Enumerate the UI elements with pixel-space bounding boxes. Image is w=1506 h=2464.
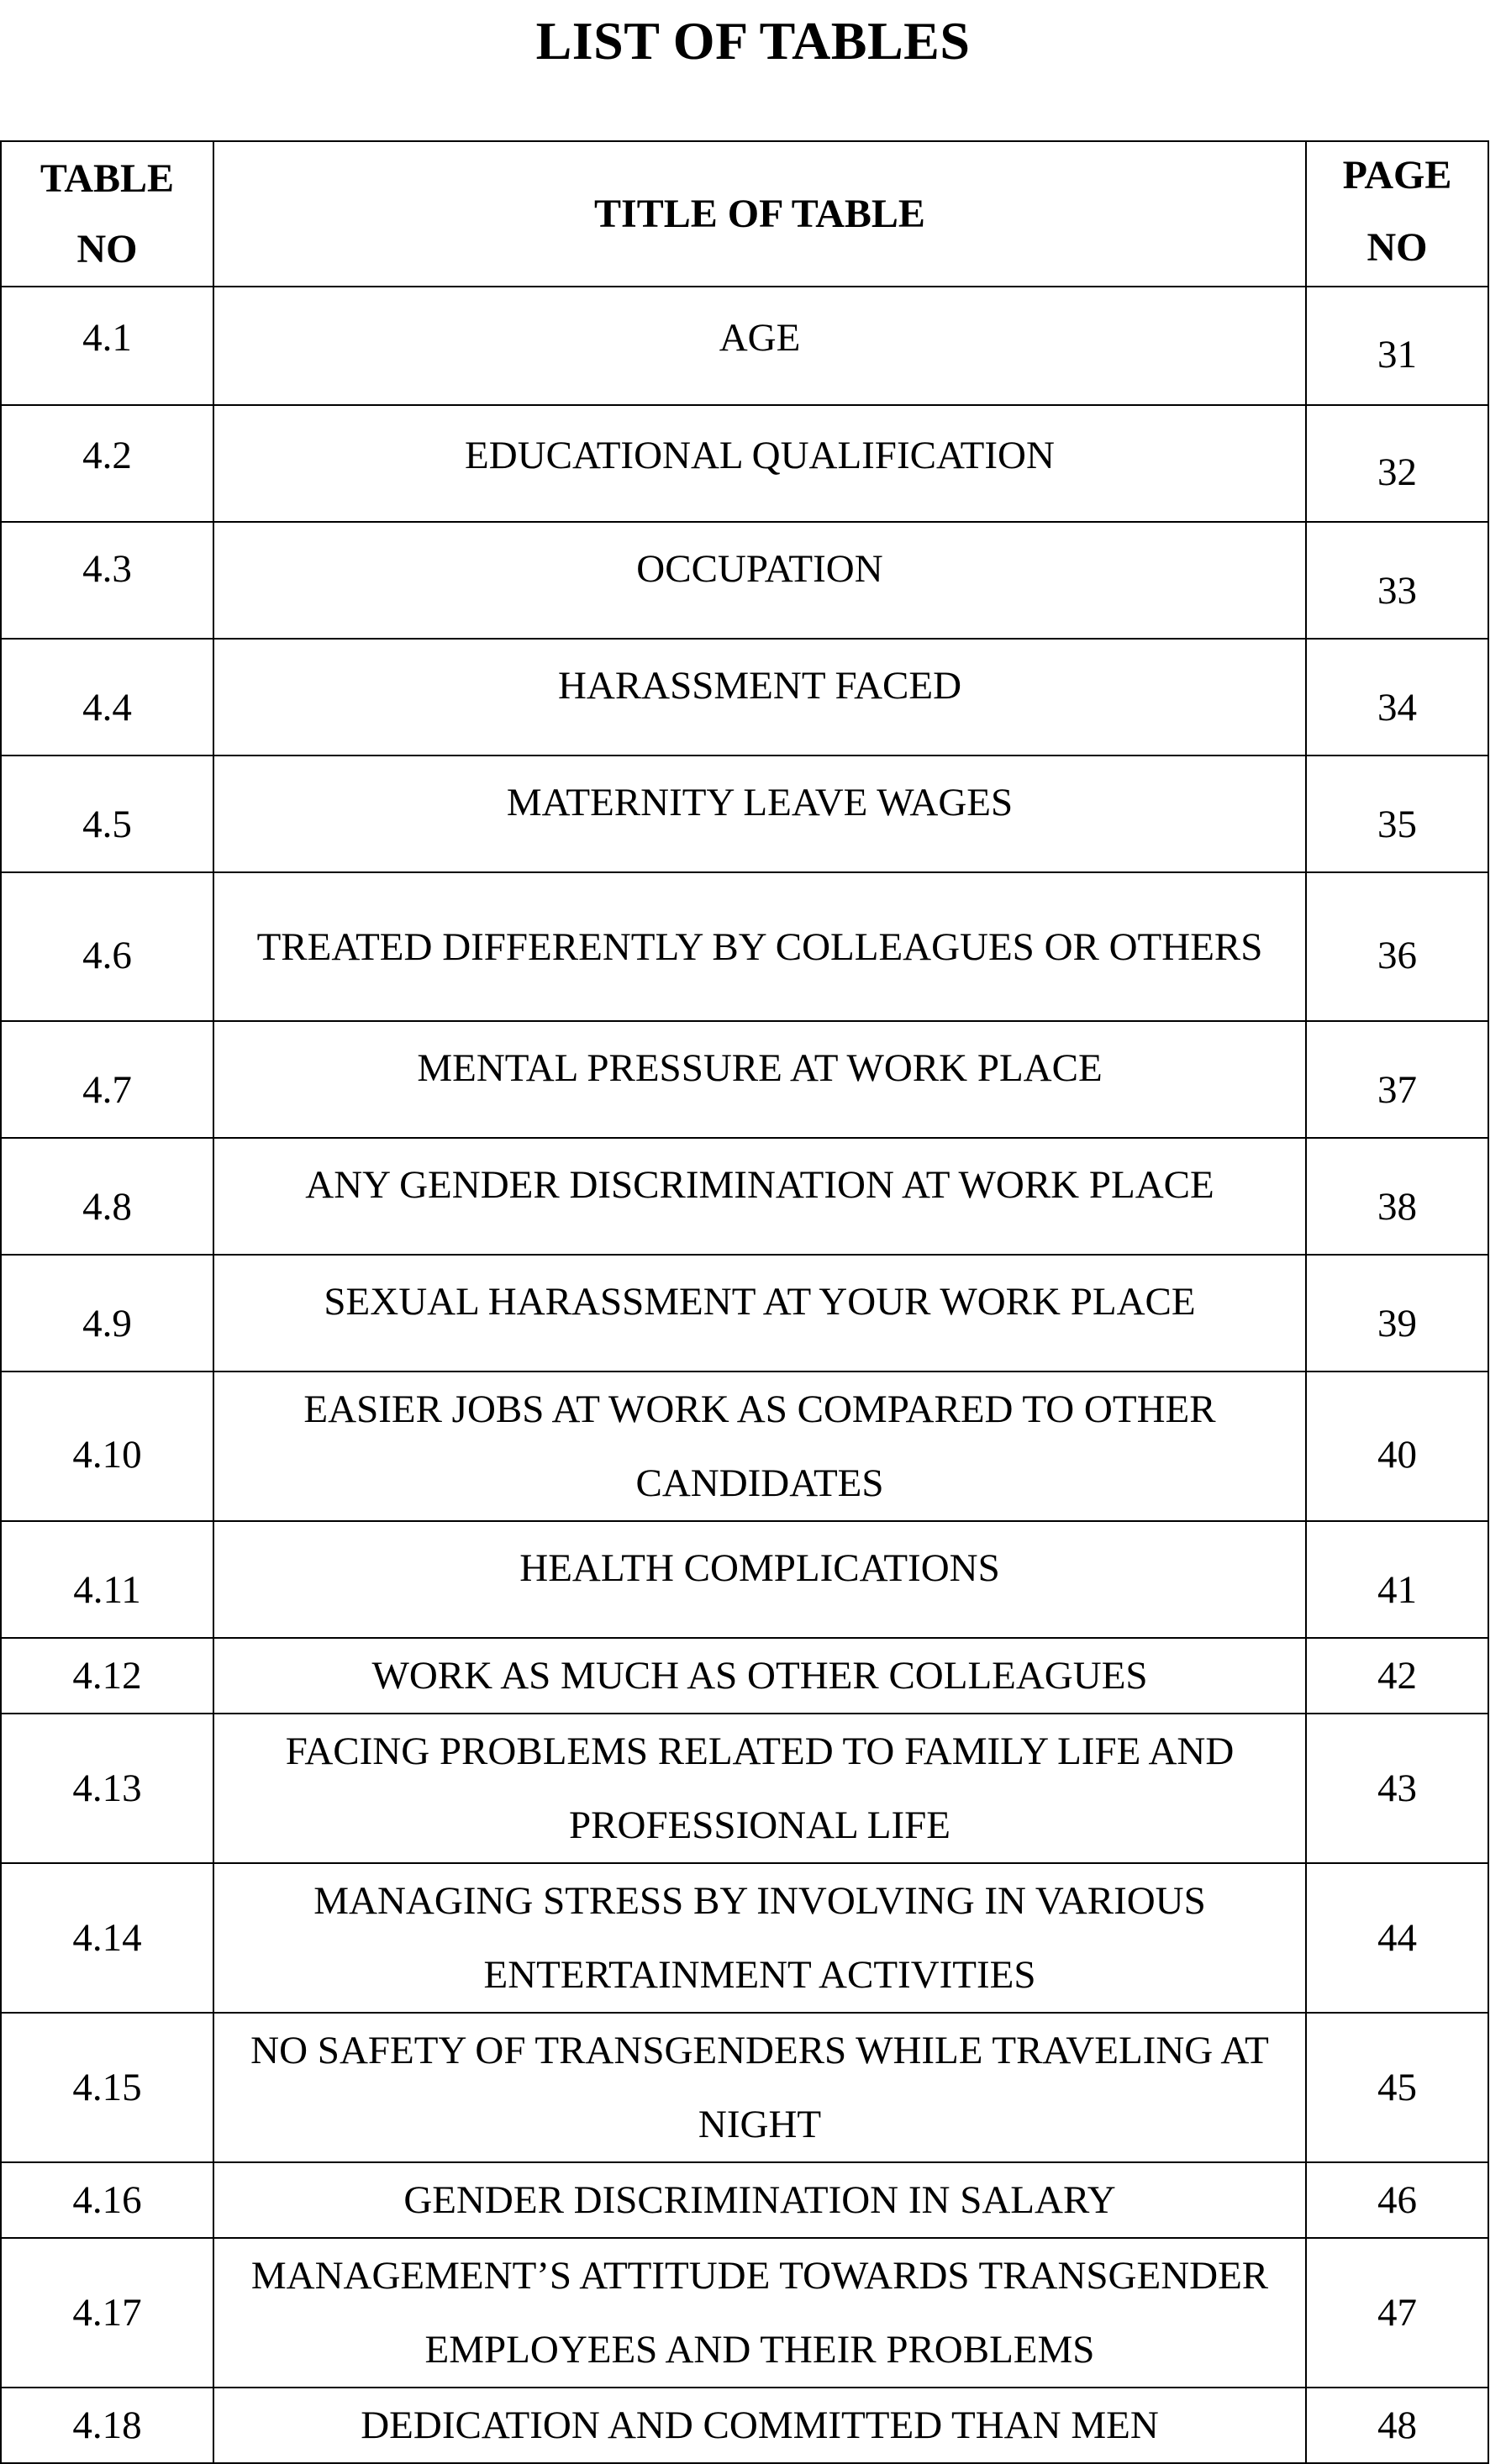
page-no-cell: 45 [1306,2013,1488,2162]
table-no-cell: 4.18 [1,2388,213,2463]
table-no-cell: 4.13 [1,1714,213,1863]
page-no-cell: 38 [1306,1138,1488,1255]
table-row [1,872,1488,1021]
table-no-cell: 4.12 [1,1638,213,1714]
page-no-cell: 41 [1306,1521,1488,1638]
table-row [1,2162,1488,2238]
table-no-cell: 4.14 [1,1863,213,2013]
table-no-cell: 4.7 [1,1021,213,1138]
table-title-cell: EASIER JOBS AT WORK AS COMPARED TO OTHER CANDIDATES [213,1372,1306,1521]
table-title-cell: OCCUPATION [213,522,1306,639]
table-no-cell: 4.10 [1,1372,213,1521]
page-no-cell: 39 [1306,1255,1488,1372]
table-title-cell: DEDICATION AND COMMITTED THAN MEN [213,2388,1306,2463]
table-header-row [1,141,1488,287]
page-title: LIST OF TABLES [535,11,971,71]
table-title-cell: MATERNITY LEAVE WAGES [213,756,1306,872]
table-row [1,756,1488,872]
table-no-cell: 4.4 [1,639,213,756]
list-of-tables [0,140,1489,2464]
table-row [1,1521,1488,1638]
page-no-cell: 44 [1306,1863,1488,2013]
page-no-cell: 33 [1306,522,1488,639]
table-title-cell: ANY GENDER DISCRIMINATION AT WORK PLACE [213,1138,1306,1255]
table-no-cell: 4.9 [1,1255,213,1372]
table-title-cell: HARASSMENT FACED [213,639,1306,756]
table-no-cell: 4.1 [1,287,213,405]
table-no-cell: 4.15 [1,2013,213,2162]
page-no-cell: 46 [1306,2162,1488,2238]
page-no-cell: 43 [1306,1714,1488,1863]
table-no-cell: 4.16 [1,2162,213,2238]
table-row [1,1138,1488,1255]
table-title-cell: HEALTH COMPLICATIONS [213,1521,1306,1638]
table-title-cell: WORK AS MUCH AS OTHER COLLEAGUES [213,1638,1306,1714]
page-no-cell: 36 [1306,872,1488,1021]
table-row [1,2238,1488,2388]
table-title-cell: FACING PROBLEMS RELATED TO FAMILY LIFE AND PROFESSIONAL LIFE [213,1714,1306,1863]
table-title-cell: GENDER DISCRIMINATION IN SALARY [213,2162,1306,2238]
table-no-cell: 4.6 [1,872,213,1021]
page-no-cell: 35 [1306,756,1488,872]
table-row [1,522,1488,639]
page-no-cell: 32 [1306,405,1488,522]
table-no-cell: 4.5 [1,756,213,872]
table-no-cell: 4.11 [1,1521,213,1638]
table-no-cell: 4.2 [1,405,213,522]
table-row [1,1372,1488,1521]
header-page-no: PAGE NO [1306,141,1488,287]
page-no-cell: 48 [1306,2388,1488,2463]
table-row [1,2388,1488,2463]
table-no-cell: 4.17 [1,2238,213,2388]
table-row [1,2013,1488,2162]
table-title-cell: NO SAFETY OF TRANSGENDERS WHILE TRAVELING AT NIGHT [213,2013,1306,2162]
header-table-no: TABLE NO [1,141,213,287]
table-title-cell: MANAGEMENT’S ATTITUDE TOWARDS TRANSGENDER EMPLOYEES AND THEIR PROBLEMS [213,2238,1306,2388]
table-no-cell: 4.8 [1,1138,213,1255]
table-row [1,1714,1488,1863]
header-title: TITLE OF TABLE [213,141,1306,287]
page-no-cell: 40 [1306,1372,1488,1521]
table-title-cell: TREATED DIFFERENTLY BY COLLEAGUES OR OTHERS [213,872,1306,1021]
table-title-cell: EDUCATIONAL QUALIFICATION [213,405,1306,522]
page-no-cell: 42 [1306,1638,1488,1714]
table-row [1,287,1488,405]
table-title-cell: MENTAL PRESSURE AT WORK PLACE [213,1021,1306,1138]
table-no-cell: 4.3 [1,522,213,639]
page-no-cell: 31 [1306,287,1488,405]
table-row [1,1021,1488,1138]
page-no-cell: 47 [1306,2238,1488,2388]
table-title-cell: AGE [213,287,1306,405]
page-no-cell: 34 [1306,639,1488,756]
table-row [1,1863,1488,2013]
table-row [1,1638,1488,1714]
table-title-cell: SEXUAL HARASSMENT AT YOUR WORK PLACE [213,1255,1306,1372]
table-row [1,405,1488,522]
page-no-cell: 37 [1306,1021,1488,1138]
table-row [1,639,1488,756]
table-row [1,1255,1488,1372]
table-title-cell: MANAGING STRESS BY INVOLVING IN VARIOUS ENTERTAINMENT ACTIVITIES [213,1863,1306,2013]
